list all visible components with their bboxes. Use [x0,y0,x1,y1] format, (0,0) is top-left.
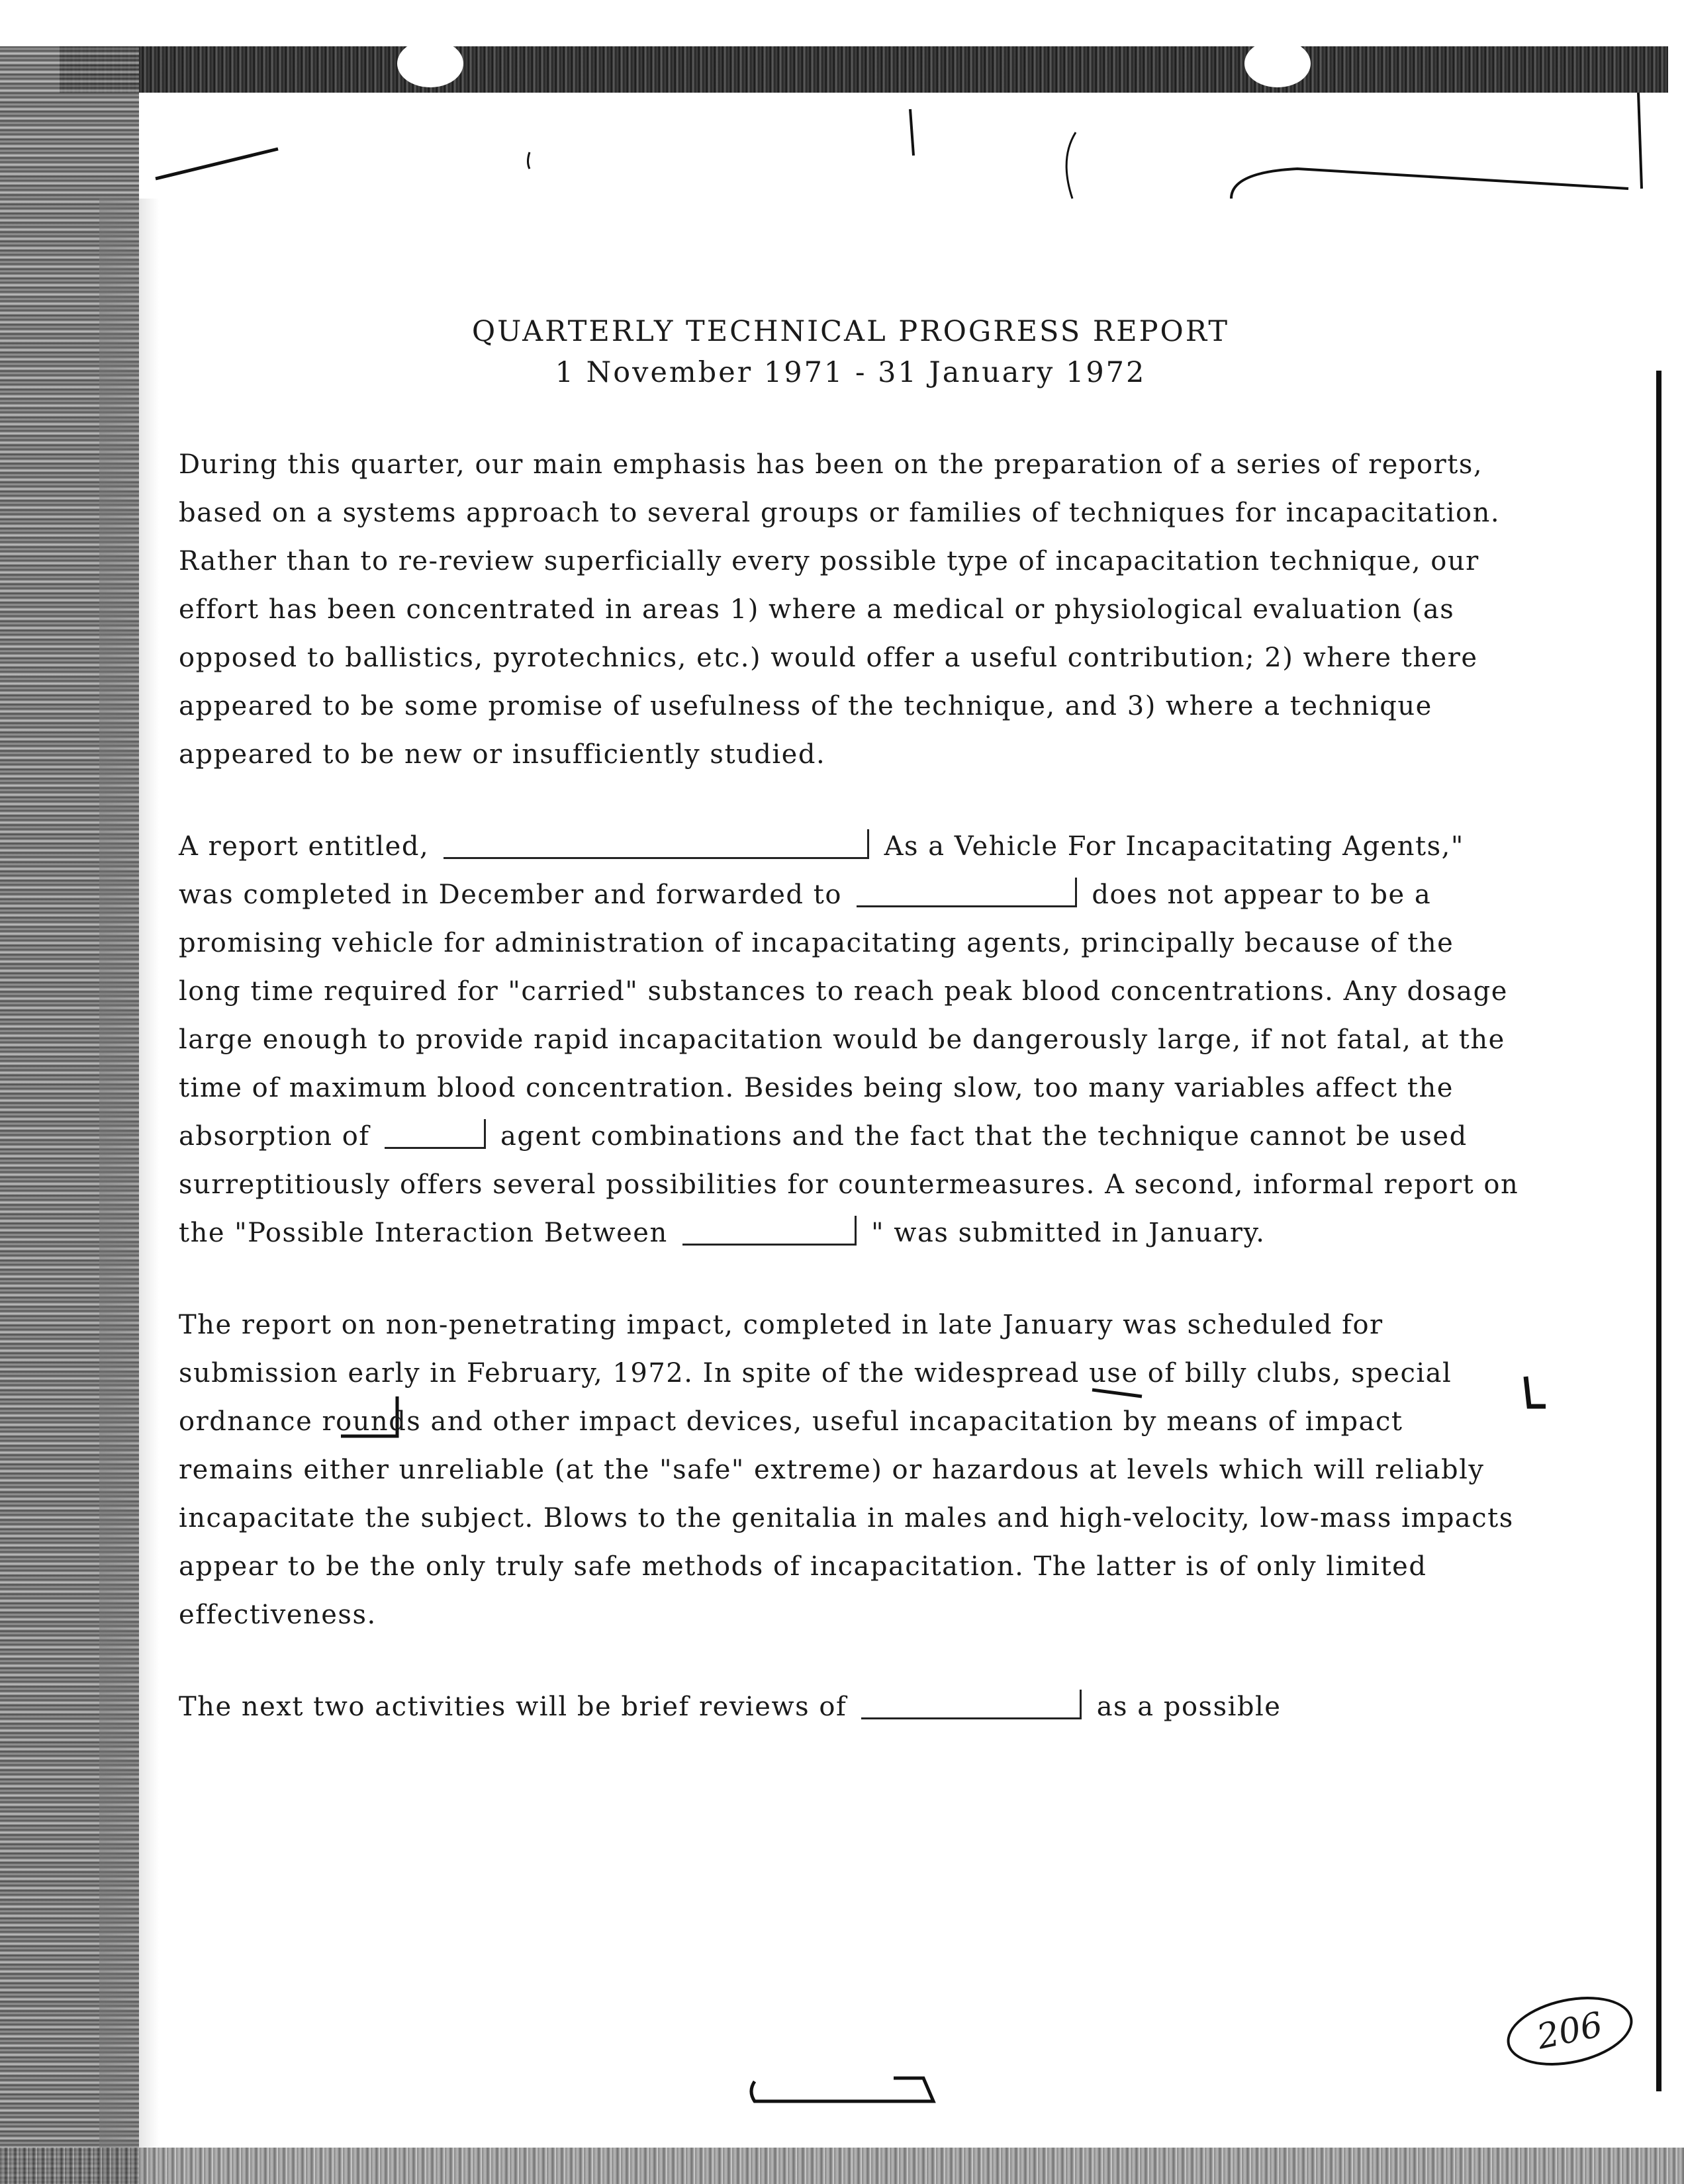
paragraph-4 [179,1683,1522,1731]
redaction-box [682,1216,857,1246]
document-body [179,311,1522,1775]
paragraph-text: The next two activities will be brief reviews of [179,1692,847,1722]
paragraph-text: " was submitted in January. [871,1218,1266,1248]
paragraph-2 [179,823,1522,1257]
paragraph-text: as a possible [1096,1692,1282,1722]
paragraph-3 [179,1301,1522,1639]
handwritten-page-number: 206 [1501,1986,1639,2076]
report-title: QUARTERLY TECHNICAL PROGRESS REPORT [471,315,1230,348]
redaction-box [857,878,1077,907]
report-period: 1 November 1971 - 31 January 1972 [555,356,1146,389]
redaction-box [444,829,869,859]
paragraph-text: The report on non-penetrating impact, completed in late January was scheduled for submission early in February, 1972. In spite of the widespread use of billy clubs, special ordnance rounds and other impact devices, useful incapacitation by means of impact remains either unreliable (at the "safe" extreme) or hazardous at levels which will reliably incapacitate the subject. Blows to the genitalia in males and high-velocity, low-mass impacts appear to be the only truly safe methods of incapacitation. The latter is of only limited effectiveness. [179,1310,1514,1630]
paragraph-1 [179,441,1522,779]
paragraph-text: During this quarter, our main emphasis has been on the preparation of a series of reports, based on a systems approach to several groups or families of techniques for incapacitation. Rather than to re-review superficially every possible type of incapacitation technique, our effort has been concentrated in areas 1) where a medical or physiological evaluation (as opposed to ballistics, pyrotechnics, etc.) would offer a useful contribution; 2) where there appeared to be some promise of usefulness of the technique, and 3) where a technique appeared to be new or insufficiently studied. [179,449,1501,770]
paragraph-text: agent combinations and the fact that the technique cannot be used surreptitiously offers several possibilities for countermeasures. A second, informal report on the "Possible Interaction Between [179,1121,1519,1248]
redaction-box [385,1119,486,1149]
paragraph-text: does not appear to be a promising vehicle for administration of incapacitating agents, principally because of the long time required for "carried" substances to reach peak blood concentrations. Any dosage large enough to provide rapid incapacitation would be dangerously large, if not fatal, at the time of maximum blood concentration. Besides being slow, too many variables affect the absorption of [179,880,1508,1152]
paragraph-text: A report entitled, [179,831,430,862]
redaction-box [861,1690,1082,1719]
paragraph-text: As a Vehicle For Incapacitating Agents," was completed in December and forwarded to [179,831,1464,910]
